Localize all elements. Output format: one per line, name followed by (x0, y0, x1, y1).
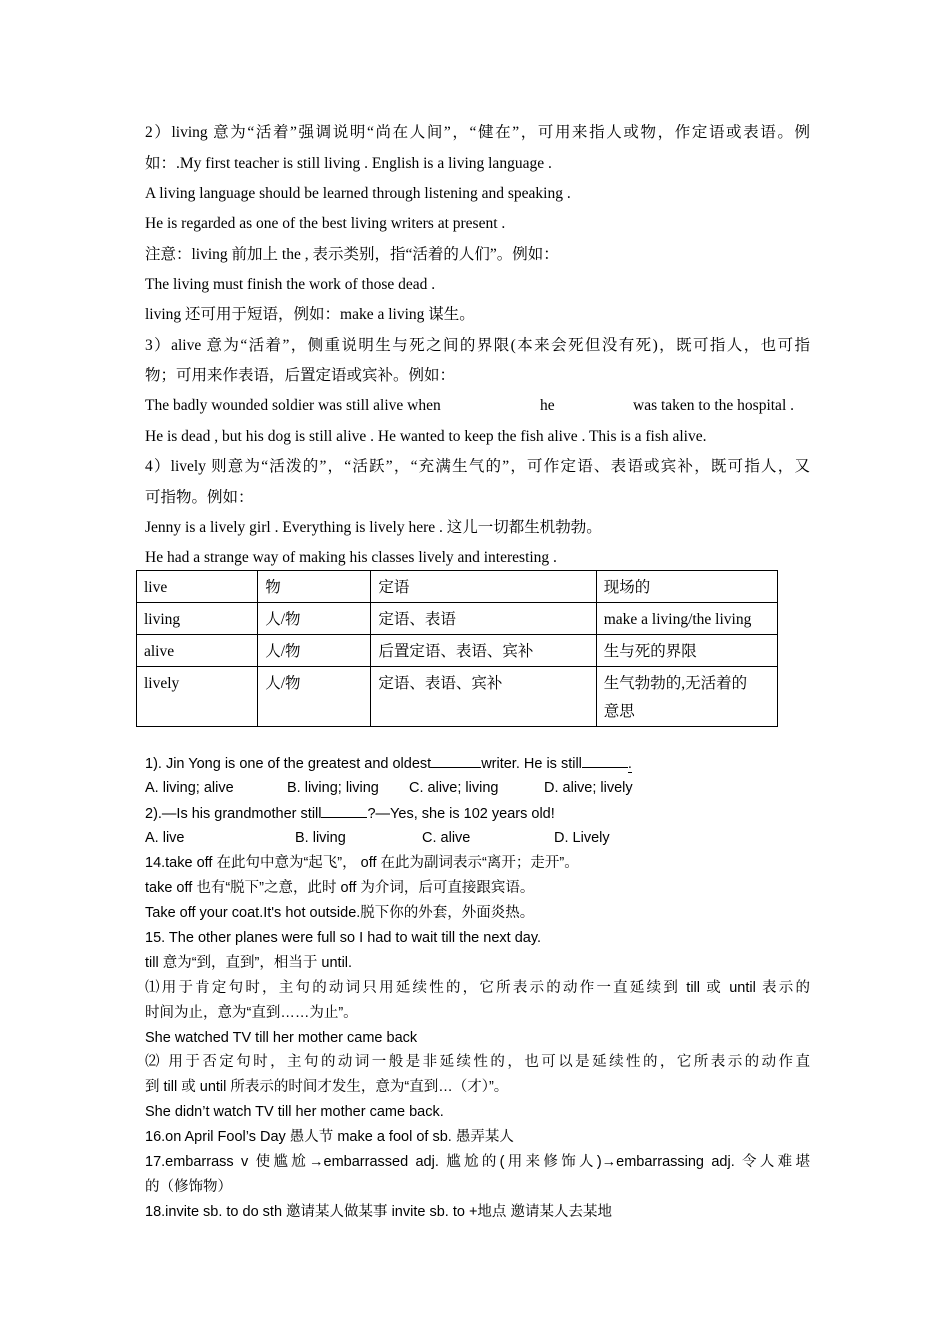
note-line: 注意：living 前加上 the , 表示类别，指“活着的人们”。例如： (145, 246, 559, 263)
table-cell: living (137, 603, 258, 635)
question-text: ?—Yes, she is 102 years old! (367, 806, 555, 822)
table-row (137, 603, 778, 635)
table-cell: 人/物 (258, 603, 371, 635)
option-d: D. alive; lively (544, 780, 633, 796)
alive-definition-line: 3）alive 意为“活着”，侧重说明生与死之间的界限(本来会死但没有死)，既可指人，也可指 (145, 337, 810, 354)
table-cell: alive (137, 635, 258, 667)
answer-blank (321, 803, 367, 818)
question-text: . (627, 756, 632, 772)
note-line: Take off your coat.It's hot outside.脱下你的外套，外面炎热。 (145, 905, 535, 921)
option-a: A. living; alive (145, 780, 234, 796)
note-line: 18.invite sb. to do sth 邀请某人做某事 invite sb. to +地点 邀请某人去某地 (145, 1204, 612, 1220)
question-text: writer. He is still (481, 756, 582, 772)
alive-example-line: He is dead , but his dog is still alive . He wanted to keep the fish alive . This is a fish alive. (145, 428, 707, 445)
table-cell: 物 (258, 571, 371, 603)
alive-example-line (145, 396, 810, 416)
table-cell: 定语 (371, 571, 596, 603)
note-line: 14.take off 在此句中意为“起飞”， off 在此为副词表示“离开；走开”。 (145, 855, 579, 871)
option-b: B. living (295, 830, 346, 846)
note-line: ⑴用于肯定句时，主句的动词只用延续性的，它所表示的动作一直延续到 till 或 until 表示的 (145, 980, 810, 996)
cell-text-line: 意思 (603, 703, 635, 720)
lively-definition-line: 4）lively 则意为“活泼的”，“活跃”，“充满生气的”，可作定语、表语或宾补，既可指人，又 (145, 458, 810, 475)
cell-text-line: 生气勃勃的,无活着的 (603, 675, 748, 692)
table-cell: make a living/the living (596, 603, 777, 635)
table-cell: live (137, 571, 258, 603)
alive-definition-line: 物；可用来作表语，后置定语或宾补。例如： (145, 367, 456, 384)
table-cell: lively (137, 667, 258, 727)
option-d: D. Lively (554, 830, 610, 846)
alive-example-part: he (540, 397, 555, 414)
table-cell: 后置定语、表语、宾补 (371, 635, 596, 667)
note-line: till 意为“到，直到”，相当于 until. (145, 955, 353, 971)
table-cell: 定语、表语、宾补 (371, 667, 596, 727)
living-example-line: 如：.My first teacher is still living . English is a living language . (145, 155, 552, 172)
table-cell: 生与死的界限 (596, 635, 777, 667)
question-text: 2).—Is his grandmother still (145, 806, 322, 822)
table-cell (596, 667, 777, 727)
exercise-question (145, 803, 810, 824)
lively-definition-line: 可指物。例如： (145, 489, 254, 506)
note-line: 时间为止，意为“直到……为止”。 (145, 1005, 358, 1021)
lively-example-line: He had a strange way of making his classes lively and interesting . (145, 549, 557, 566)
note-line: She watched TV till her mother came back (145, 1030, 418, 1046)
table-cell: 人/物 (258, 635, 371, 667)
note-line: ⑵ 用于否定句时，主句的动词一般是非延续性的，也可以是延续性的，它所表示的动作直 (145, 1054, 810, 1070)
note-line: 16.on April Fool’s Day 愚人节 make a fool of sb. 愚弄某人 (145, 1129, 514, 1145)
answer-blank (431, 753, 481, 768)
option-b: B. living; living (287, 780, 379, 796)
option-c: C. alive; living (409, 780, 499, 796)
lively-example-line: Jenny is a lively girl . Everything is lively here . 这儿一切都生机勃勃。 (145, 519, 602, 536)
alive-example-part: The badly wounded soldier was still alive when (145, 397, 441, 414)
living-definition-line: 2）living 意为“活着”强调说明“尚在人间”，“健在”，可用来指人或物，作定语或表语。例 (145, 124, 810, 141)
option-a: A. live (145, 830, 185, 846)
table-row (137, 635, 778, 667)
table-row (137, 571, 778, 603)
table-border (777, 570, 778, 726)
note-line: 15. The other planes were full so I had to wait till the next day. (145, 930, 542, 946)
answer-blank (582, 753, 628, 768)
alive-example-part: was taken to the hospital . (633, 397, 794, 414)
option-c: C. alive (422, 830, 471, 846)
note-line: 的（修饰物） (145, 1179, 232, 1195)
living-phrase-line: living 还可用于短语，例如：make a living 谋生。 (145, 306, 475, 323)
living-example-line: The living must finish the work of those dead . (145, 276, 436, 293)
note-line: 到 till 或 until 所表示的时间才发生，意为“直到…（才）”。 (145, 1079, 509, 1095)
note-line: take off 也有“脱下”之意，此时 off 为介词，后可直接跟宾语。 (145, 880, 535, 896)
note-line: 17.embarrass v 使尴尬→embarrassed adj. 尴尬的(用来修饰人)→embarrassing adj. 令人难堪 (145, 1154, 810, 1170)
living-example-line: A living language should be learned through listening and speaking . (145, 185, 571, 202)
comparison-table (136, 570, 778, 727)
table-row (137, 667, 778, 727)
living-example-line: He is regarded as one of the best living writers at present . (145, 215, 506, 232)
table-cell: 人/物 (258, 667, 371, 727)
note-line: She didn’t watch TV till her mother came back. (145, 1104, 444, 1120)
question-text: 1). Jin Yong is one of the greatest and oldest (145, 756, 432, 772)
exercise-question (145, 753, 810, 774)
table-cell: 定语、表语 (371, 603, 596, 635)
table-cell: 现场的 (596, 571, 777, 603)
